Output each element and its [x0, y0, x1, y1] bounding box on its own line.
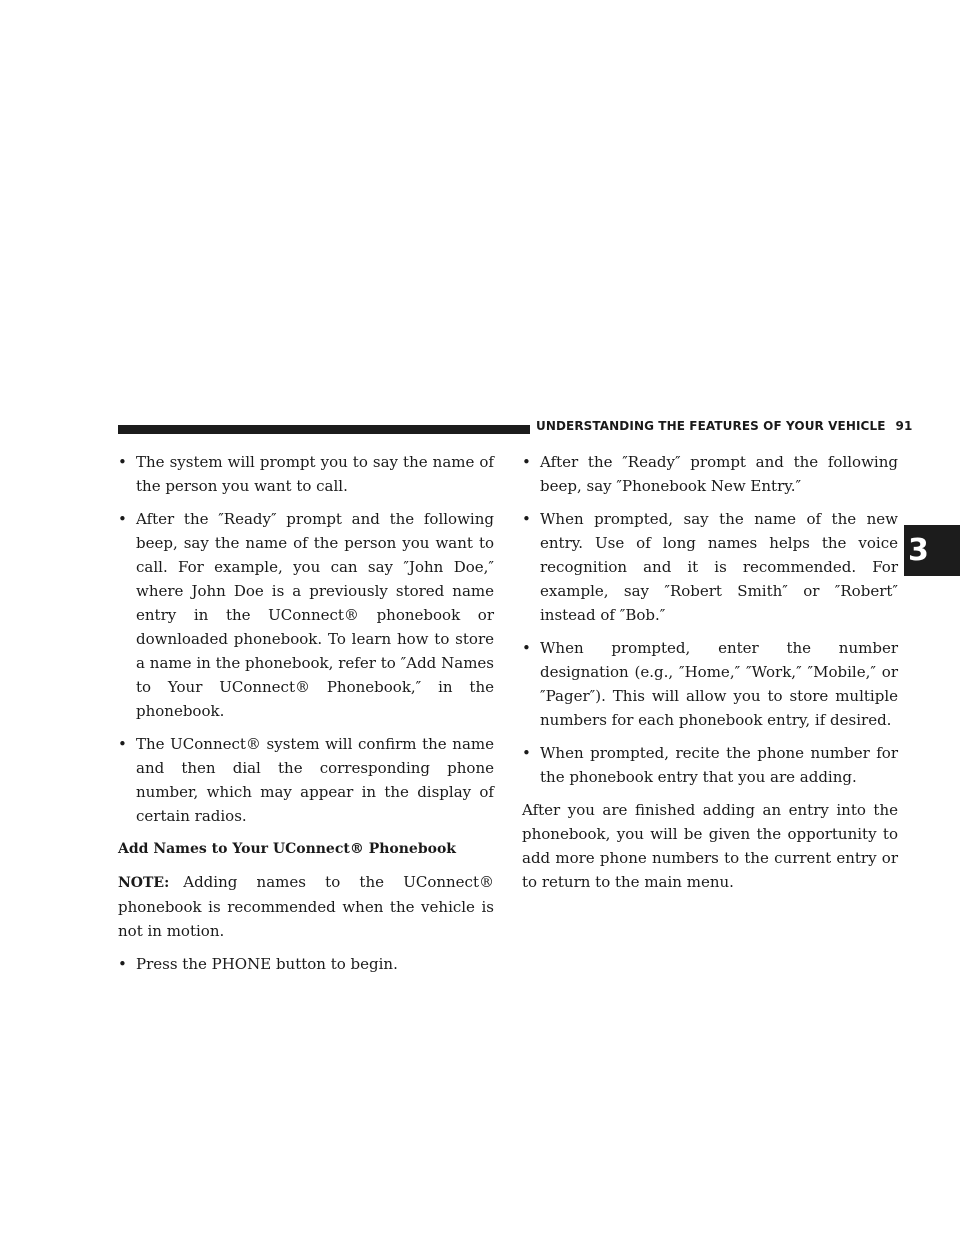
list-item-text: After the ″Ready″ prompt and the following beep, say the name of the person you want to call. For example, you can say ″John Doe,″ where John Doe is a previously stored name entry in the UConnect® phonebook or downloaded phonebook. To learn how to store a name in the phonebook, refer to ″Add Names to Your UConnect® Phonebook,″ in the phonebook.: [136, 510, 494, 720]
list-item: [522, 507, 898, 627]
list-item: [522, 450, 898, 498]
bullet-glyph: •: [118, 510, 127, 528]
page-number: 91: [895, 419, 913, 433]
bullet-glyph: •: [118, 453, 127, 471]
list-item-text: The system will prompt you to say the name of the person you want to call.: [136, 453, 494, 495]
bullet-glyph: •: [522, 639, 531, 657]
note-text: Adding names to the UConnect® phonebook is recommended when the vehicle is not in motion.: [118, 873, 494, 940]
running-header: [536, 419, 913, 433]
bullet-glyph: •: [118, 955, 127, 973]
list-item: [118, 732, 494, 828]
bullet-glyph: •: [522, 744, 531, 762]
list-item: [522, 741, 898, 789]
list-item-text: When prompted, recite the phone number for the phonebook entry that you are adding.: [540, 744, 898, 786]
list-item-text: Press the PHONE button to begin.: [136, 955, 398, 973]
chapter-tab: 3: [904, 525, 960, 576]
list-item: [118, 952, 494, 976]
note-label: NOTE:: [118, 875, 170, 891]
list-item: [522, 636, 898, 732]
list-item: [118, 450, 494, 498]
running-header-title: UNDERSTANDING THE FEATURES OF YOUR VEHICLE: [536, 419, 886, 433]
note-paragraph: [118, 870, 494, 943]
bullet-glyph: •: [522, 510, 531, 528]
bullet-glyph: •: [118, 735, 127, 753]
right-column: [522, 450, 898, 903]
list-item-text: After the ″Ready″ prompt and the following beep, say ″Phonebook New Entry.″: [540, 453, 898, 495]
list-item: [118, 507, 494, 723]
list-item-text: The UConnect® system will confirm the name and then dial the corresponding phone number, which may appear in the display of certain radios.: [136, 735, 494, 825]
closing-paragraph: After you are finished adding an entry into the phonebook, you will be given the opportunity to add more phone numbers to the current entry or to return to the main menu.: [522, 801, 898, 891]
list-item-text: When prompted, say the name of the new entry. Use of long names helps the voice recognition and it is recommended. For example, say ″Robert Smith″ or ″Robert″ instead of ″Bob.″: [540, 510, 898, 624]
header-rule: [118, 425, 530, 434]
bullet-glyph: •: [522, 453, 531, 471]
section-heading: Add Names to Your UConnect® Phonebook: [118, 841, 456, 857]
left-column: [118, 450, 494, 985]
list-item-text: When prompted, enter the number designation (e.g., ″Home,″ ″Work,″ ″Mobile,″ or ″Pager″). This will allow you to store multiple numbers for each phonebook entry, if desired.: [540, 639, 898, 729]
